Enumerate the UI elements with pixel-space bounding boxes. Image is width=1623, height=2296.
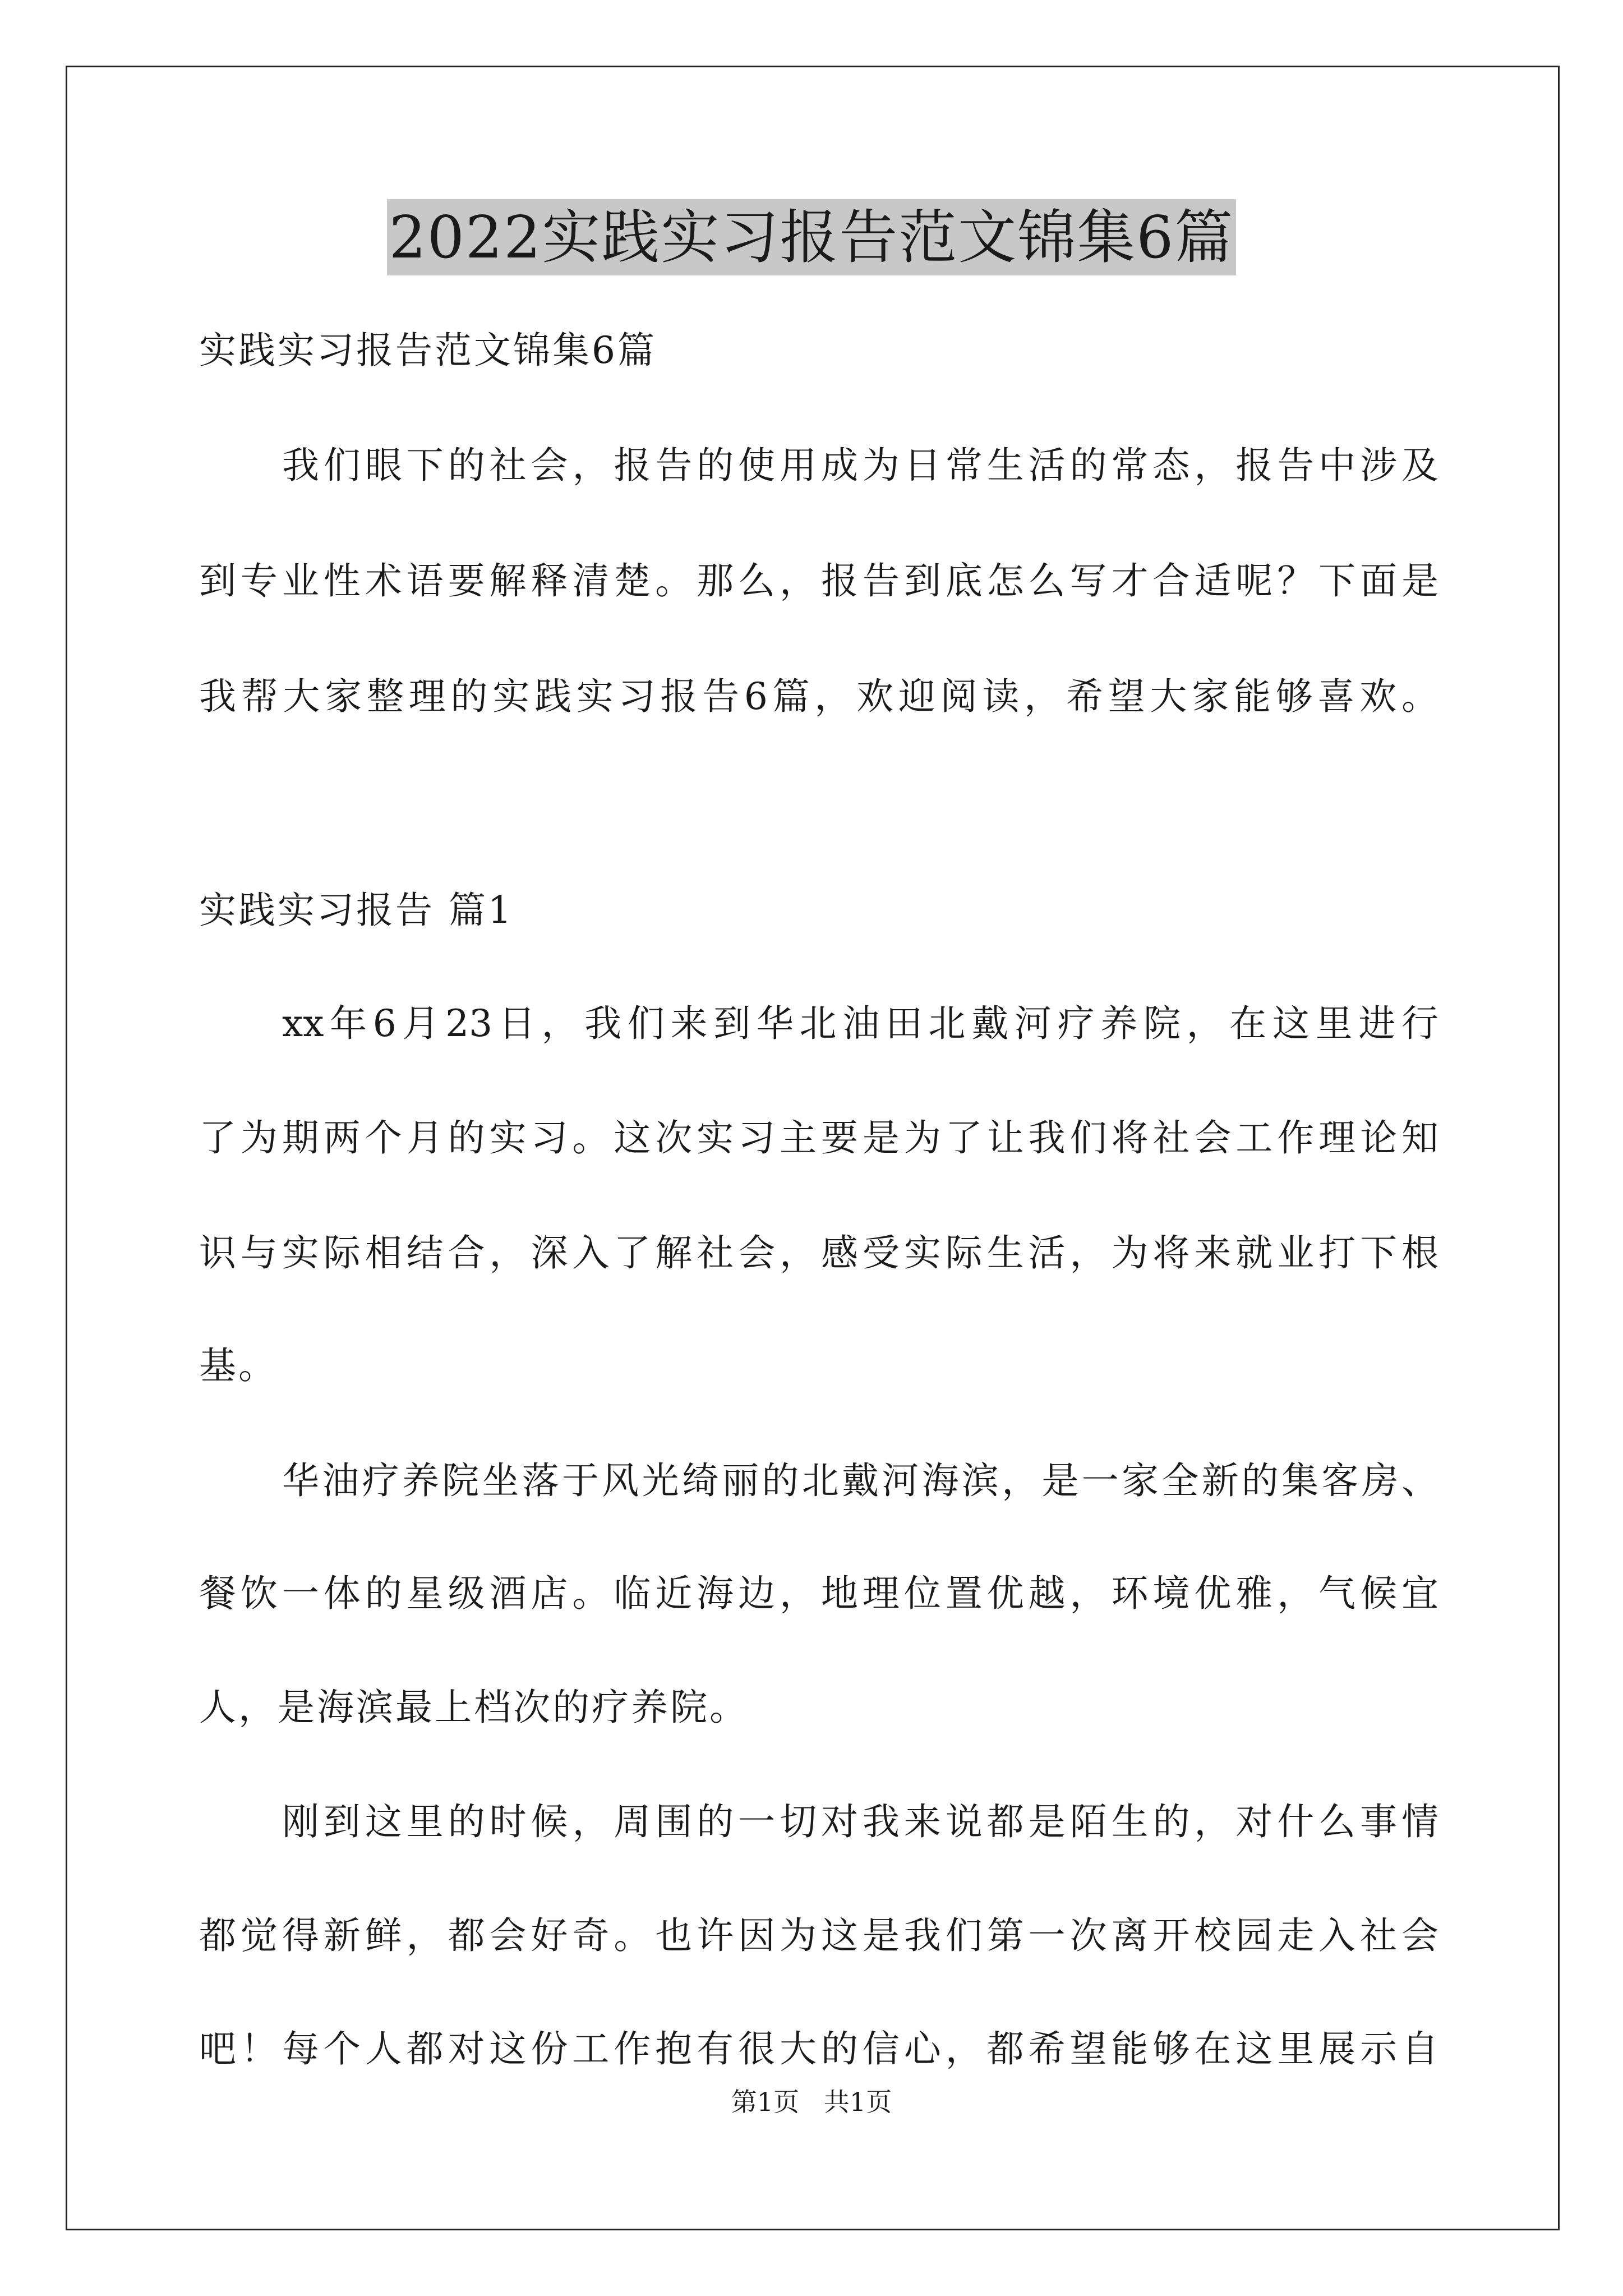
paragraph-line: 基。 [199,1344,278,1387]
document-title: 2022实践实习报告范文锦集6篇 [387,199,1237,275]
intro-heading: 实践实习报告范文锦集6篇 [199,329,657,372]
page-number-footer: 第1页 共1页 [731,2087,892,2117]
paragraph-line: 了为期两个月的实习。这次实习主要是为了让我们将社会工作理论知 [199,1116,1438,1159]
title-container [0,199,1623,275]
paragraph-line: 人，是海滨最上档次的疗养院。 [199,1686,749,1729]
intro-line: 到专业性术语要解释清楚。那么，报告到底怎么写才合适呢？下面是 [199,559,1438,602]
paragraph-line: xx年6月23日，我们来到华北油田北戴河疗养院，在这里进行 [282,1002,1438,1045]
paragraph-line: 华油疗养院坐落于风光绮丽的北戴河海滨，是一家全新的集客房、 [282,1459,1438,1502]
paragraph-line: 刚到这里的时候，周围的一切对我来说都是陌生的，对什么事情 [282,1800,1438,1843]
paragraph-line: 识与实际相结合，深入了解社会，感受实际生活，为将来就业打下根 [199,1231,1438,1274]
section-heading: 实践实习报告 篇1 [199,889,514,932]
paragraph-line: 吧！每个人都对这份工作抱有很大的信心，都希望能够在这里展示自 [199,2027,1438,2070]
paragraph-line: 餐饮一体的星级酒店。临近海边，地理位置优越，环境优雅，气候宜 [199,1572,1438,1615]
paragraph-line: 都觉得新鲜，都会好奇。也许因为这是我们第一次离开校园走入社会 [199,1914,1438,1957]
intro-line: 我们眼下的社会，报告的使用成为日常生活的常态，报告中涉及 [282,444,1438,487]
intro-line: 我帮大家整理的实践实习报告6篇，欢迎阅读，希望大家能够喜欢。 [199,675,1438,718]
